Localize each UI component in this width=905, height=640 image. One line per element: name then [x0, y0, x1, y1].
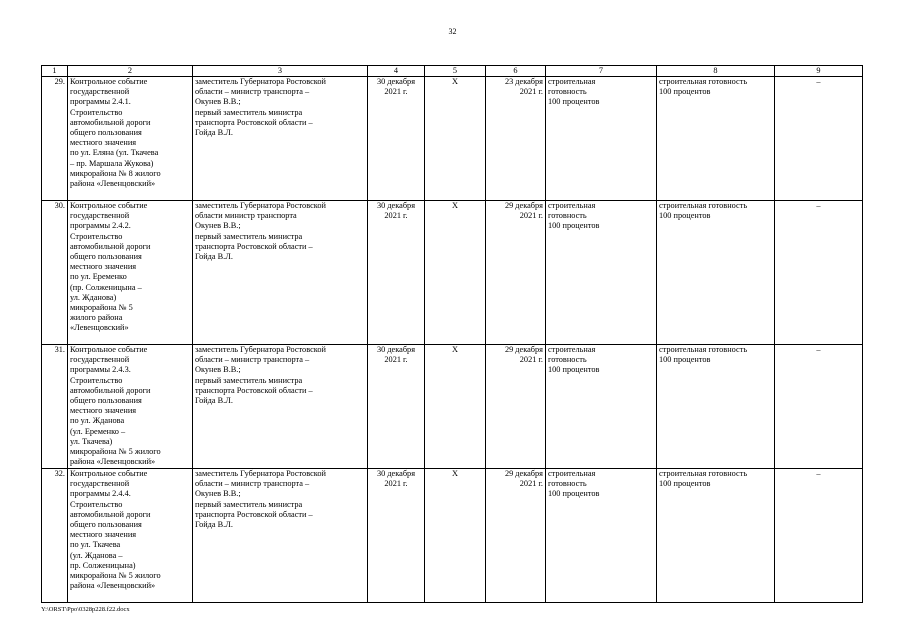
table-row [42, 469, 863, 603]
table-row [42, 77, 863, 201]
planned-result: строительная готовность 100 процентов [546, 469, 657, 603]
actual-date: 23 декабря 2021 г. [486, 77, 546, 201]
planned-date: 30 декабря 2021 г. [368, 77, 425, 201]
column-5-value: Х [425, 77, 486, 201]
column-header: 1 [42, 66, 68, 77]
planned-result: строительная готовность 100 процентов [546, 77, 657, 201]
responsible-officials: заместитель Губернатора Ростовской области – министр транспорта – Окунев В.В.; первый заместитель министра транспорта Ростовской области – Гойда В.Л. [193, 77, 368, 201]
planned-date: 30 декабря 2021 г. [368, 469, 425, 603]
column-5-value: Х [425, 201, 486, 345]
event-description: Контрольное событие государственной программы 2.4.3. Строительство автомобильной дороги общего пользования местного значения по ул. Жданова (ул. Еременко – ул. Ткачева) микрорайона № 5 жилого района «Левенцовский» [68, 345, 193, 469]
column-header: 7 [546, 66, 657, 77]
column-header: 2 [68, 66, 193, 77]
column-header: 8 [657, 66, 775, 77]
column-5-value: Х [425, 345, 486, 469]
actual-date: 29 декабря 2021 г. [486, 345, 546, 469]
page-number: 32 [448, 27, 457, 36]
row-number: 31. [42, 345, 68, 469]
responsible-officials: заместитель Губернатора Ростовской области – министр транспорта – Окунев В.В.; первый заместитель министра транспорта Ростовской области – Гойда В.Л. [193, 469, 368, 603]
row-number: 32. [42, 469, 68, 603]
actual-date: 29 декабря 2021 г. [486, 201, 546, 345]
event-description: Контрольное событие государственной программы 2.4.2. Строительство автомобильной дороги общего пользования местного значения по ул. Еременко (пр. Солженицына – ул. Жданова) микрорайона № 5 жилого района «Левенцовский» [68, 201, 193, 345]
planned-date: 30 декабря 2021 г. [368, 201, 425, 345]
column-9-value: – [775, 77, 863, 201]
actual-date: 29 декабря 2021 г. [486, 469, 546, 603]
column-9-value: – [775, 201, 863, 345]
column-9-value: – [775, 469, 863, 603]
responsible-officials: заместитель Губернатора Ростовской области – министр транспорта – Окунев В.В.; первый заместитель министра транспорта Ростовской области – Гойда В.Л. [193, 345, 368, 469]
column-9-value: – [775, 345, 863, 469]
actual-result: строительная готовность 100 процентов [657, 201, 775, 345]
column-header: 5 [425, 66, 486, 77]
table-row [42, 345, 863, 469]
planned-result: строительная готовность 100 процентов [546, 345, 657, 469]
row-number: 29. [42, 77, 68, 201]
planned-result: строительная готовность 100 процентов [546, 201, 657, 345]
row-number: 30. [42, 201, 68, 345]
column-5-value: Х [425, 469, 486, 603]
column-header-row [42, 66, 863, 77]
event-description: Контрольное событие государственной программы 2.4.4. Строительство автомобильной дороги общего пользования местного значения по ул. Ткачева (ул. Жданова – пр. Солженицына) микрорайона № 5 жилого района «Левенцовский» [68, 469, 193, 603]
column-header: 3 [193, 66, 368, 77]
actual-result: строительная готовность 100 процентов [657, 469, 775, 603]
footer-file-path: Y:\ORST\Ppo\0328p228.f22.docx [41, 606, 130, 613]
planned-date: 30 декабря 2021 г. [368, 345, 425, 469]
responsible-officials: заместитель Губернатора Ростовской области министр транспорта Окунев В.В.; первый заместитель министра транспорта Ростовской области – Гойда В.Л. [193, 201, 368, 345]
column-header: 6 [486, 66, 546, 77]
actual-result: строительная готовность 100 процентов [657, 77, 775, 201]
column-header: 9 [775, 66, 863, 77]
column-header: 4 [368, 66, 425, 77]
control-events-table [41, 65, 863, 603]
actual-result: строительная готовность 100 процентов [657, 345, 775, 469]
event-description: Контрольное событие государственной программы 2.4.1. Строительство автомобильной дороги общего пользования местного значения по ул. Еляна (ул. Ткачева – пр. Маршала Жукова) микрорайона № 8 жилого района «Левенцовский» [68, 77, 193, 201]
table-row [42, 201, 863, 345]
